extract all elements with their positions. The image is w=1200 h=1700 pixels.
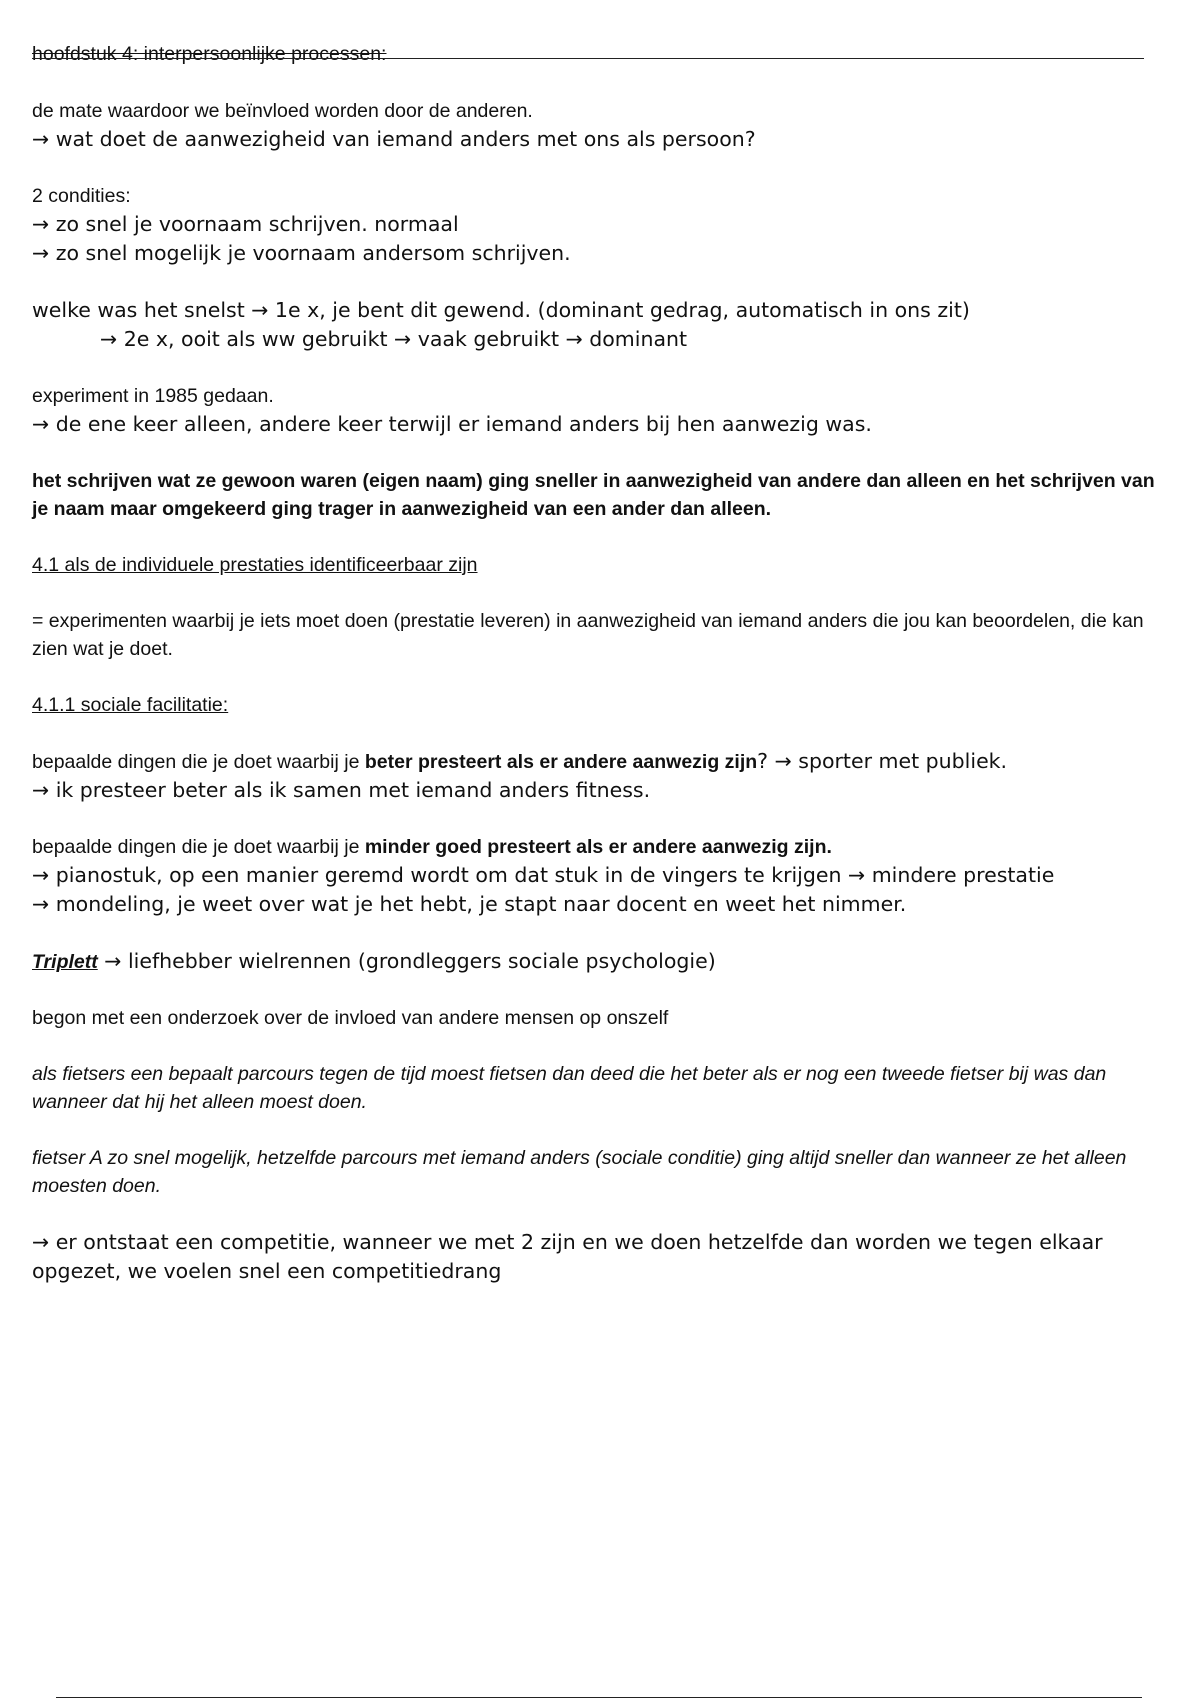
experiment-line-2: → de ene keer alleen, andere keer terwijl er iemand anders bij hen aanwezig was.: [32, 412, 872, 436]
experiment-line-1: experiment in 1985 gedaan.: [32, 385, 274, 407]
worse-bold: minder goed presteert als er andere aanwezig zijn.: [364, 836, 832, 858]
intro-line-2: → wat doet de aanwezigheid van iemand anders met ons als persoon?: [32, 127, 756, 151]
triplett-italic-1: als fietsers een bepaalt parcours tegen de tijd moest fietsen dan deed die het beter als er nog een tweede fietser bij was dan wanneer dat hij het alleen moest doen.: [32, 1063, 1107, 1113]
conclusion-paragraph: het schrijven wat ze gewoon waren (eigen naam) ging sneller in aanwezigheid van andere dan alleen en het schrijven van je naam maar omgekeerd ging trager in aanwezigheid van een ander dan alleen.: [32, 470, 1155, 520]
triplett-research: begon met een onderzoek over de invloed van andere mensen op onszelf: [32, 1007, 669, 1029]
fastest-line-2: → 2e x, ooit als ww gebruikt → vaak gebruikt → dominant: [100, 327, 688, 351]
better-performance-line: [32, 747, 1172, 776]
condition-2: → zo snel mogelijk je voornaam andersom schrijven.: [32, 241, 571, 265]
triplett-italic-2: fietser A zo snel mogelijk, hetzelfde parcours met iemand anders (sociale conditie) ging altijd sneller dan wanneer ze het alleen moesten doen.: [32, 1147, 1127, 1197]
worse-performance-line: [32, 833, 1172, 861]
footer-rule: [56, 1697, 1142, 1698]
header-rule: [32, 58, 1144, 59]
competition-paragraph: → er ontstaat een competitie, wanneer we met 2 zijn en we doen hetzelfde dan worden we tegen elkaar opgezet, we voelen snel een competitiedrang: [32, 1230, 1103, 1283]
conditions-label: 2 condities:: [32, 185, 131, 207]
triplett-name: Triplett: [32, 951, 98, 973]
worse-example-1: → pianostuk, op een manier geremd wordt om dat stuk in de vingers te krijgen → mindere prestatie: [32, 863, 1055, 887]
better-example: → ik presteer beter als ik samen met iemand anders fitness.: [32, 778, 651, 802]
triplett-line: [32, 947, 1172, 976]
chapter-title: hoofdstuk 4: interpersoonlijke processen:: [32, 43, 387, 65]
section-4-1-1-heading: 4.1.1 sociale facilitatie:: [32, 694, 229, 716]
document-page: [32, 40, 1172, 1286]
section-4-1-heading: 4.1 als de individuele prestaties identificeerbaar zijn: [32, 554, 478, 576]
triplett-desc: → liefhebber wielrennen (grondleggers sociale psychologie): [97, 949, 716, 973]
worse-prefix: bepaalde dingen die je doet waarbij je: [32, 836, 365, 858]
page-header: [32, 40, 1172, 68]
section-4-1-definition: = experimenten waarbij je iets moet doen (prestatie leveren) in aanwezigheid van iemand anders die jou kan beoordelen, die kan zien wat je doet.: [32, 610, 1144, 660]
condition-1: → zo snel je voornaam schrijven. normaal: [32, 212, 459, 236]
intro-line-1: de mate waardoor we beïnvloed worden door de anderen.: [32, 100, 533, 122]
worse-example-2: → mondeling, je weet over wat je het hebt, je stapt naar docent en weet het nimmer.: [32, 892, 907, 916]
better-prefix: bepaalde dingen die je doet waarbij je: [32, 751, 365, 773]
better-suffix: ? → sporter met publiek.: [757, 749, 1008, 773]
better-bold: beter presteert als er andere aanwezig zijn: [364, 751, 758, 773]
fastest-line-1: welke was het snelst → 1e x, je bent dit gewend. (dominant gedrag, automatisch in ons zit): [32, 298, 970, 322]
